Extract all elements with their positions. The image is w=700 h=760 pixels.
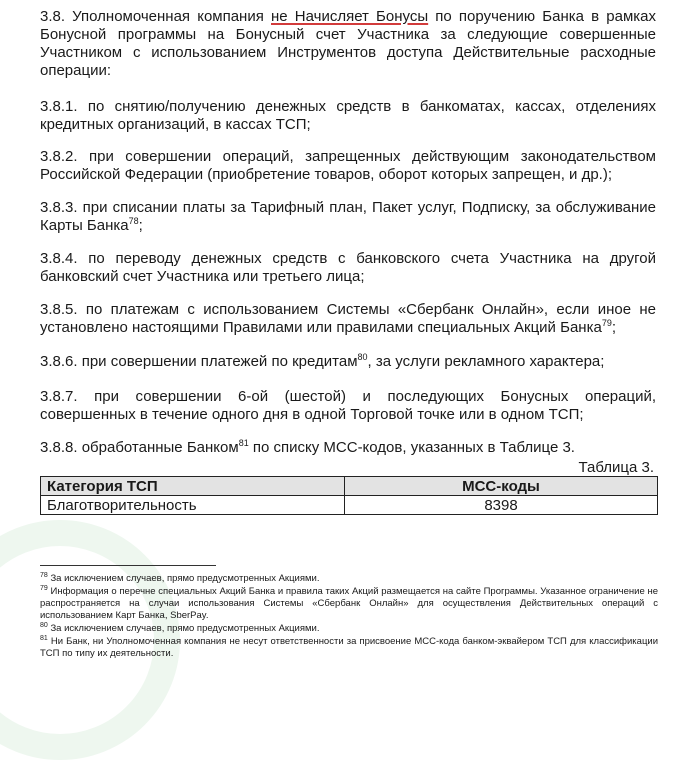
footnote-ref-78: 78 [128,216,139,226]
paragraph-3-8-2: 3.8.2. при совершении операций, запрещенных действующим законодательством Российской Федерации (приобретение товаров, оборот которых запрещен, и др.); [40,148,656,183]
footnote-81: $^{81}$ Ни Банк, ни Уполномоченная компания не несут ответственности за присвоение МСС-кода банком-эквайером ТСП для классификации ТСП по типу их деятельности. [40,634,659,659]
table-row [41,496,658,515]
paragraph-3-8-6: 3.8.6. при совершении платежей по кредитам$^{80}$, за услуги рекламного характера; [40,352,605,370]
footnote-78: $^{78}$ За исключением случаев, прямо предусмотренных Акциями. [40,571,320,584]
paragraph-3-8-5: 3.8.5. по платежам с использованием Системы «Сбербанк Онлайн», если иное не установлено настоящими Правилами или правилами специальных Акций Банка$^{79}$; [40,301,656,336]
header-category: Категория ТСП [41,477,345,496]
paragraph-3-8-3: 3.8.3. при списании платы за Тарифный план, Пакет услуг, Подписку, за обслуживание Карты Банка$^{78}$; [40,199,656,234]
paragraph-3-8-8: 3.8.8. обработанные Банком$^{81}$ по списку МСС-кодов, указанных в Таблице 3. [40,438,575,456]
footnote-79: $^{79}$ Информация о перечне специальных Акций Банка и правила таких Акций размещается на сайте Программы. Указанное ограничение не распространяется на случаи использования Системы «Сбербанк Онлайн» для осуществления Действительных операций с использованием Карт Банка, SberPay. [40,584,658,621]
footnote-separator [40,565,216,566]
footnote-ref-80: 80 [357,352,368,362]
mcc-table [40,476,658,515]
cell-mcc: 8398 [345,496,658,515]
table-caption: Таблица 3. [578,459,654,476]
footnotes [40,573,658,661]
cell-category: Благотворительность [41,496,345,515]
paragraph-3-8-7: 3.8.7. при совершении 6-ой (шестой) и последующих Бонусных операций, совершенных в течение одного дня в одной Торговой точке или в одном ТСП; [40,388,656,423]
table-header-row [41,477,658,496]
header-mcc: МСС-коды [345,477,658,496]
footnote-ref-81: 81 [238,438,249,448]
footnote-ref-79: 79 [601,318,612,328]
highlighted-phrase: не Начисляет Бонусы [271,8,429,25]
footnote-80: $^{80}$ За исключением случаев, прямо предусмотренных Акциями. [40,621,320,634]
paragraph-3-8-1: 3.8.1. по снятию/получению денежных средств в банкоматах, кассах, отделениях кредитных организаций, в кассах ТСП; [40,98,656,133]
paragraph-3-8-4: 3.8.4. по переводу денежных средств с банковского счета Участника на другой банковский счет Участника или третьего лица; [40,250,656,285]
paragraph-3-8: 3.8. Уполномоченная компания не Начисляет Бонусы по поручению Банка в рамках Бонусной программы на Бонусный счет Участника за следующие совершенные Участником с использованием Инструментов доступа Действительные расходные операции: [40,8,657,79]
